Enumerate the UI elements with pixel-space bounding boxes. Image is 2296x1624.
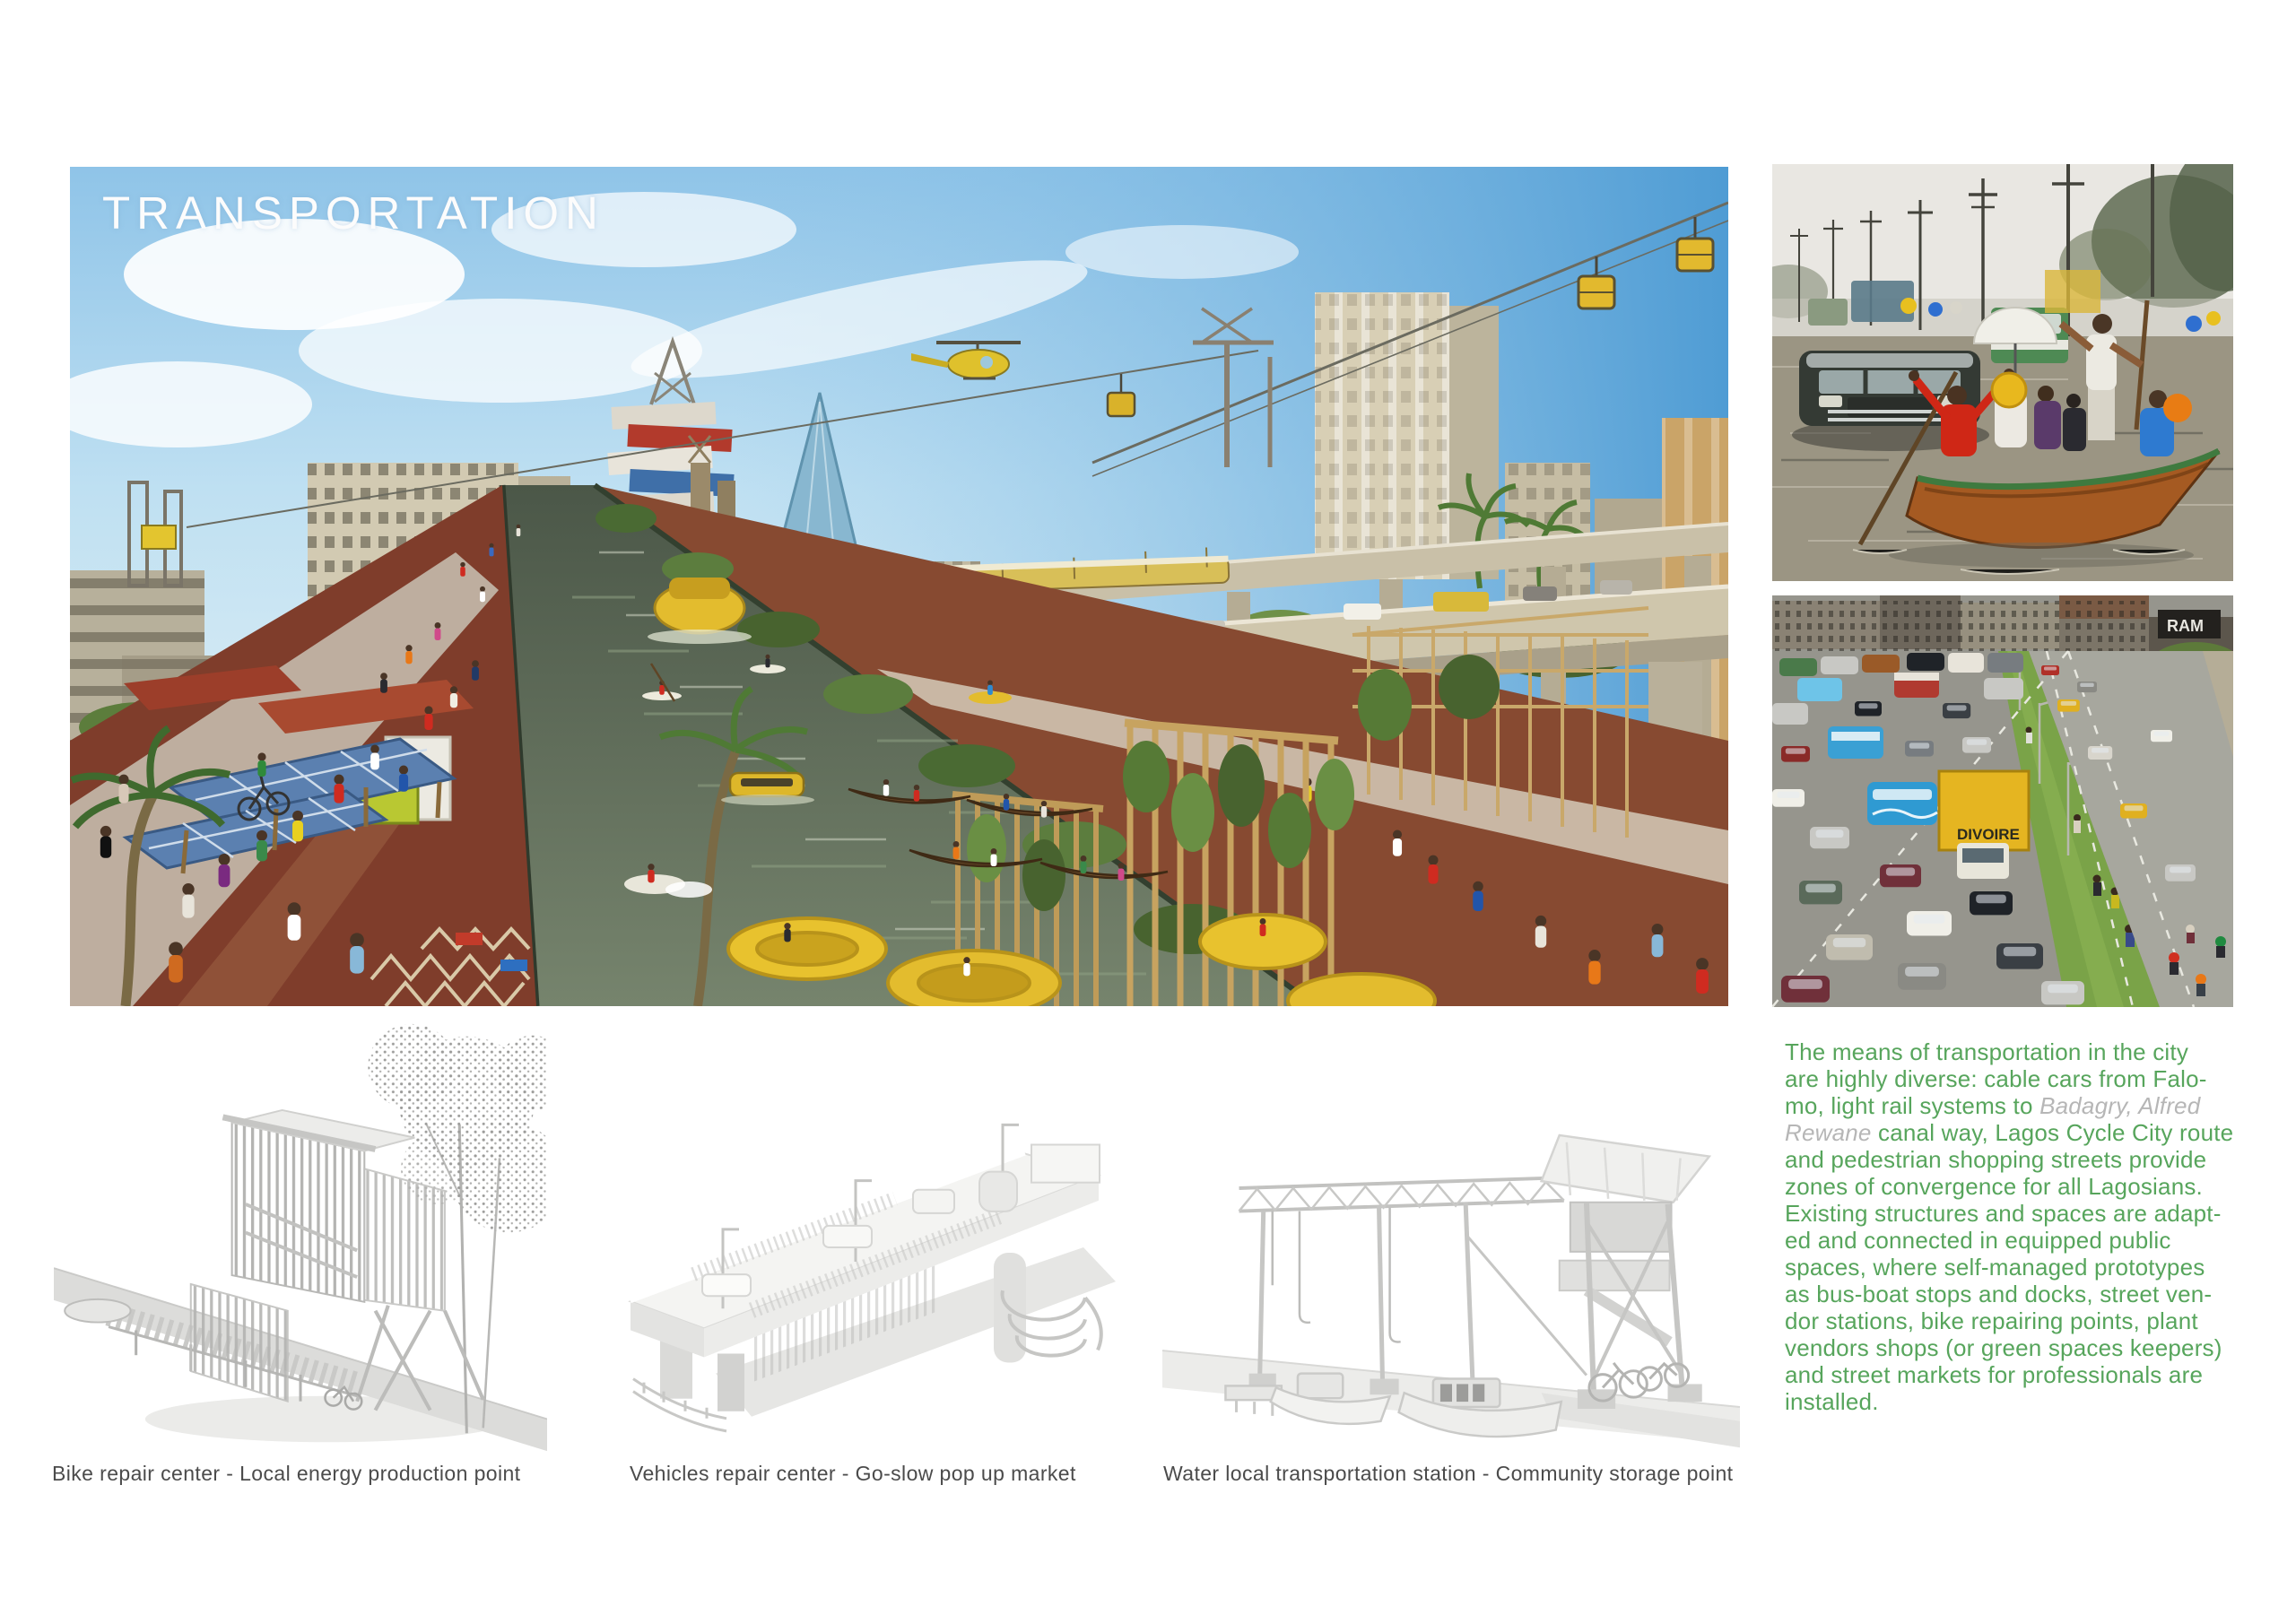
- description-line: The means of transportation in the city: [1785, 1038, 2189, 1065]
- caption-vehicles-repair: Vehicles repair center - Go-slow pop up market: [630, 1462, 1076, 1485]
- billboard-text: RAM: [2167, 617, 2204, 635]
- description-line: Rewane canal way, Lagos Cycle City route: [1785, 1119, 2234, 1146]
- page-title: TRANSPORTATION: [102, 187, 604, 239]
- traffic-jam-photo: [1772, 595, 2233, 1007]
- yellow-truck-distant: [2045, 270, 2100, 313]
- description-text: [1785, 1038, 2274, 1415]
- description-line: and pedestrian shopping streets provide: [1785, 1146, 2207, 1173]
- description-line: as bus-boat stops and docks, street ven-: [1785, 1281, 2213, 1307]
- bike-repair-render: [54, 1018, 547, 1462]
- description-line: installed.: [1785, 1388, 1879, 1415]
- description-line: zones of convergence for all Lagosians.: [1785, 1173, 2203, 1200]
- small-boat: [65, 1299, 130, 1323]
- description-line: spaces, where self-managed prototypes: [1785, 1254, 2205, 1281]
- flood-street-photo: [1772, 164, 2233, 581]
- description-line: and street markets for professionals are: [1785, 1361, 2204, 1388]
- water-station-render: [1162, 1022, 1740, 1463]
- description-line: vendors shops (or green spaces keepers): [1785, 1334, 2222, 1361]
- water-taxi: [721, 773, 814, 805]
- caption-bike-repair: Bike repair center - Local energy production point: [52, 1462, 521, 1485]
- vehicles-repair-render: [617, 1038, 1119, 1462]
- description-line: ed and connected in equipped public: [1785, 1227, 2171, 1254]
- truck-text: DIVOIRE: [1957, 826, 2020, 843]
- description-line: mo, light rail systems to Badagry, Alfred: [1785, 1092, 2201, 1119]
- main-canal-city-render: [70, 167, 1728, 1006]
- caption-water-station: Water local transportation station - Community storage point: [1163, 1462, 1734, 1485]
- description-line: Existing structures and spaces are adapt-: [1785, 1200, 2222, 1227]
- description-line: are highly diverse: cable cars from Falo-: [1785, 1065, 2207, 1092]
- description-line: dor stations, bike repairing points, plant: [1785, 1307, 2198, 1334]
